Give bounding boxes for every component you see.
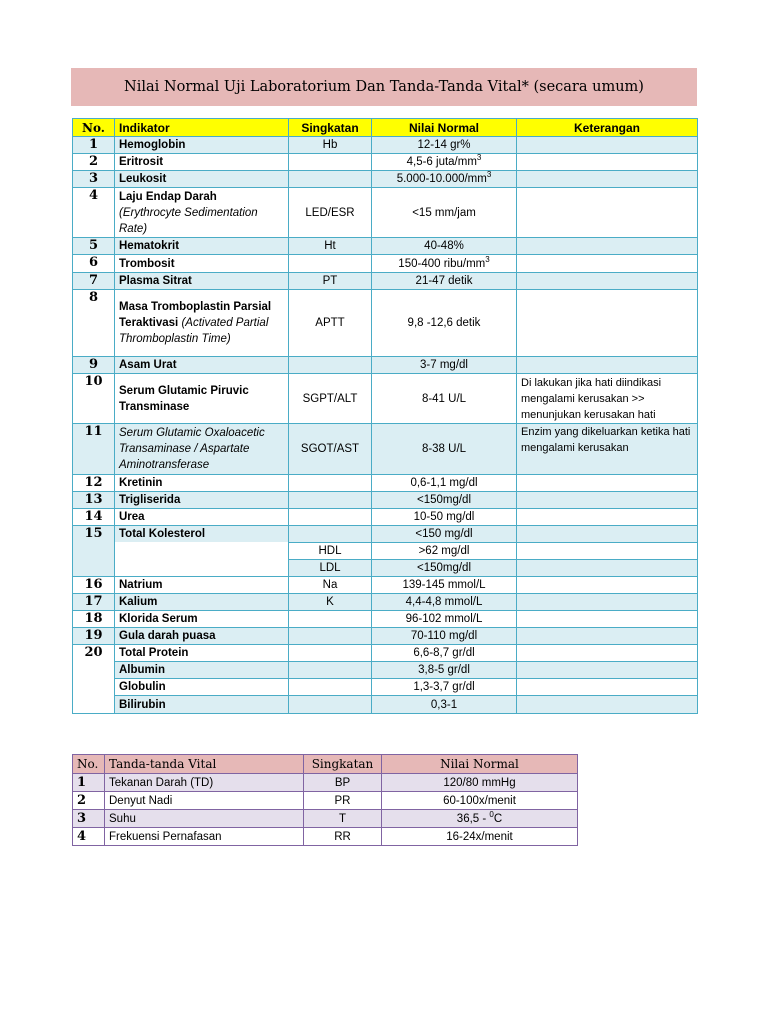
tanda-vital: Frekuensi Pernafasan bbox=[105, 828, 304, 846]
nilai-normal: 139-145 mmol/L bbox=[372, 577, 517, 594]
table-row bbox=[73, 662, 698, 679]
nilai-normal: 4,5-6 juta/$mm^3$ bbox=[372, 154, 517, 171]
singkatan: HDL bbox=[289, 543, 372, 560]
keterangan bbox=[517, 628, 698, 645]
keterangan bbox=[517, 255, 698, 273]
superscript: 3 bbox=[485, 254, 490, 264]
superscript: 3 bbox=[486, 170, 492, 180]
table-row bbox=[73, 611, 698, 628]
singkatan: Hb bbox=[289, 137, 372, 154]
table-row bbox=[73, 774, 578, 792]
nilai-normal: 96-102 mmol/L bbox=[372, 611, 517, 628]
indikator-latin: (Erythrocyte Sedimentation Rate) bbox=[119, 206, 258, 235]
singkatan: LDL bbox=[289, 560, 372, 577]
keterangan bbox=[517, 509, 698, 526]
keterangan bbox=[517, 560, 698, 577]
nilai-normal: 60-100x/menit bbox=[382, 792, 578, 810]
row-no: 3 bbox=[73, 810, 105, 828]
table-row bbox=[73, 475, 698, 492]
nilai-normal: 8-38 U/L bbox=[372, 424, 517, 475]
row-no: 6 bbox=[73, 255, 115, 273]
keterangan bbox=[517, 577, 698, 594]
singkatan: RR bbox=[304, 828, 382, 846]
nilai-normal: 6,6-8,7 gr/dl bbox=[372, 645, 517, 662]
indikator: Hemoglobin bbox=[115, 137, 289, 154]
indikator: Globulin bbox=[115, 679, 289, 696]
row-no: 19 bbox=[73, 628, 115, 645]
lab-table bbox=[72, 118, 698, 714]
nilai-normal: 120/80 mmHg bbox=[382, 774, 578, 792]
table-row bbox=[73, 492, 698, 509]
nilai-normal: 8-41 U/L bbox=[372, 374, 517, 424]
table-row bbox=[73, 810, 578, 828]
singkatan: T bbox=[304, 810, 382, 828]
row-no: 4 bbox=[73, 828, 105, 846]
row-no: 17 bbox=[73, 594, 115, 611]
indikator bbox=[115, 424, 289, 475]
table-row bbox=[73, 577, 698, 594]
nilai-normal: 0,3-1 bbox=[372, 696, 517, 714]
nilai-normal: 9,8 -12,6 detik bbox=[372, 290, 517, 357]
nilai-normal: 70-110 mg/dl bbox=[372, 628, 517, 645]
keterangan bbox=[517, 273, 698, 290]
row-no: 2 bbox=[73, 154, 115, 171]
table-row bbox=[73, 679, 698, 696]
row-no: 7 bbox=[73, 273, 115, 290]
header-keterangan: Keterangan bbox=[517, 119, 698, 137]
keterangan bbox=[517, 662, 698, 679]
table-row bbox=[73, 273, 698, 290]
keterangan bbox=[517, 475, 698, 492]
page-title: Nilai Normal Uji Laboratorium Dan Tanda-Tanda Vital* (secara umum) bbox=[71, 68, 697, 106]
indikator: Kretinin bbox=[115, 475, 289, 492]
table-row bbox=[73, 792, 578, 810]
nilai-normal: 0,6-1,1 mg/dl bbox=[372, 475, 517, 492]
indikator: Trombosit bbox=[115, 255, 289, 273]
singkatan: SGPT/ALT bbox=[289, 374, 372, 424]
header-tanda-vital: Tanda-tanda Vital bbox=[105, 755, 304, 774]
singkatan bbox=[289, 475, 372, 492]
row-no: 9 bbox=[73, 357, 115, 374]
nilai-normal: >62 mg/dl bbox=[372, 543, 517, 560]
singkatan bbox=[289, 679, 372, 696]
indikator: Trigliserida bbox=[115, 492, 289, 509]
nilai-normal: 36,5 - $^0$C bbox=[382, 810, 578, 828]
indikator: Kalium bbox=[115, 594, 289, 611]
keterangan bbox=[517, 137, 698, 154]
row-no: 10 bbox=[73, 374, 115, 424]
singkatan bbox=[289, 526, 372, 543]
header-singkatan: Singkatan bbox=[289, 119, 372, 137]
table-row bbox=[73, 526, 698, 543]
table-row bbox=[73, 645, 698, 662]
keterangan: Di lakukan jika hati diindikasi mengalami kerusakan >> menunjukan kerusakan hati bbox=[517, 374, 698, 424]
keterangan bbox=[517, 696, 698, 714]
nilai-normal: 4,4-4,8 mmol/L bbox=[372, 594, 517, 611]
header-nilai-normal: Nilai Normal bbox=[372, 119, 517, 137]
superscript: 0 bbox=[489, 809, 494, 819]
indikator: Klorida Serum bbox=[115, 611, 289, 628]
table-row bbox=[73, 171, 698, 188]
nilai-normal: <150mg/dl bbox=[372, 560, 517, 577]
indikator-latin: (Activated Partial Thromboplastin Time) bbox=[119, 317, 269, 345]
tanda-vital: Suhu bbox=[105, 810, 304, 828]
nilai-normal: 12-14 gr% bbox=[372, 137, 517, 154]
indikator-latin: Serum Glutamic Oxaloacetic Transaminase / Aspartate Aminotransferase bbox=[119, 427, 265, 471]
table-row bbox=[73, 137, 698, 154]
header-no: No. bbox=[73, 755, 105, 774]
header-indikator: Indikator bbox=[115, 119, 289, 137]
singkatan: PR bbox=[304, 792, 382, 810]
table-row bbox=[73, 828, 578, 846]
indikator: Serum Glutamic Piruvic Transminase bbox=[115, 374, 289, 424]
indikator: Albumin bbox=[115, 662, 289, 679]
table-row bbox=[73, 509, 698, 526]
singkatan: BP bbox=[304, 774, 382, 792]
nilai-normal: <15 mm/jam bbox=[372, 188, 517, 238]
row-no: 1 bbox=[73, 137, 115, 154]
table-row bbox=[73, 628, 698, 645]
singkatan bbox=[289, 492, 372, 509]
keterangan bbox=[517, 357, 698, 374]
keterangan bbox=[517, 238, 698, 255]
indikator: Bilirubin bbox=[115, 696, 289, 714]
table-row bbox=[73, 255, 698, 273]
indikator: Masa Tromboplastin Parsial Teraktivasi (Activated Partial Thromboplastin Time) bbox=[115, 290, 289, 357]
singkatan bbox=[289, 154, 372, 171]
tanda-vital: Tekanan Darah (TD) bbox=[105, 774, 304, 792]
nilai-normal: 40-48% bbox=[372, 238, 517, 255]
singkatan bbox=[289, 662, 372, 679]
singkatan: PT bbox=[289, 273, 372, 290]
singkatan bbox=[289, 611, 372, 628]
indikator: Natrium bbox=[115, 577, 289, 594]
nilai-normal: <150 mg/dl bbox=[372, 526, 517, 543]
singkatan: APTT bbox=[289, 290, 372, 357]
keterangan bbox=[517, 611, 698, 628]
row-no: 11 bbox=[73, 424, 115, 475]
row-no: 12 bbox=[73, 475, 115, 492]
table-row bbox=[73, 188, 698, 238]
table-row bbox=[73, 374, 698, 424]
indikator: Leukosit bbox=[115, 171, 289, 188]
row-no: 20 bbox=[73, 645, 115, 714]
keterangan bbox=[517, 645, 698, 662]
keterangan bbox=[517, 154, 698, 171]
row-no: 14 bbox=[73, 509, 115, 526]
keterangan bbox=[517, 594, 698, 611]
table-row bbox=[73, 357, 698, 374]
singkatan: Ht bbox=[289, 238, 372, 255]
table-row bbox=[73, 424, 698, 475]
singkatan bbox=[289, 696, 372, 714]
keterangan bbox=[517, 188, 698, 238]
table-row bbox=[73, 290, 698, 357]
singkatan bbox=[289, 628, 372, 645]
row-no: 18 bbox=[73, 611, 115, 628]
indikator: Total Protein bbox=[115, 645, 289, 662]
singkatan: SGOT/AST bbox=[289, 424, 372, 475]
row-no: 1 bbox=[73, 774, 105, 792]
singkatan bbox=[289, 255, 372, 273]
indikator: Laju Endap Darah (Erythrocyte Sedimentation Rate) bbox=[115, 188, 289, 238]
row-no: 3 bbox=[73, 171, 115, 188]
table-row bbox=[73, 154, 698, 171]
row-no: 15 bbox=[73, 526, 115, 577]
row-no: 13 bbox=[73, 492, 115, 509]
header-no: No. bbox=[73, 119, 115, 137]
keterangan bbox=[517, 679, 698, 696]
table-row bbox=[73, 696, 698, 714]
header-singkatan: Singkatan bbox=[304, 755, 382, 774]
keterangan bbox=[517, 543, 698, 560]
nilai-normal: 10-50 mg/dl bbox=[372, 509, 517, 526]
nilai-normal: 16-24x/menit bbox=[382, 828, 578, 846]
superscript: 3 bbox=[476, 153, 482, 163]
nilai-normal: <150mg/dl bbox=[372, 492, 517, 509]
row-no: 16 bbox=[73, 577, 115, 594]
table-row bbox=[73, 594, 698, 611]
tanda-vital: Denyut Nadi bbox=[105, 792, 304, 810]
keterangan bbox=[517, 526, 698, 543]
keterangan bbox=[517, 171, 698, 188]
indikator: Total Kolesterol bbox=[115, 526, 289, 577]
lab-header-row bbox=[73, 119, 698, 137]
keterangan bbox=[517, 492, 698, 509]
singkatan: Na bbox=[289, 577, 372, 594]
singkatan bbox=[289, 645, 372, 662]
nilai-normal: 3-7 mg/dl bbox=[372, 357, 517, 374]
row-no: 4 bbox=[73, 188, 115, 238]
keterangan bbox=[517, 290, 698, 357]
singkatan bbox=[289, 357, 372, 374]
singkatan bbox=[289, 509, 372, 526]
header-nilai-normal: Nilai Normal bbox=[382, 755, 578, 774]
nilai-normal: $5.000-10.000/mm^3$ bbox=[372, 171, 517, 188]
indikator: Asam Urat bbox=[115, 357, 289, 374]
nilai-normal: 21-47 detik bbox=[372, 273, 517, 290]
row-no: 8 bbox=[73, 290, 115, 357]
singkatan: K bbox=[289, 594, 372, 611]
indikator: Hematokrit bbox=[115, 238, 289, 255]
row-no: 2 bbox=[73, 792, 105, 810]
nilai-normal: 3,8-5 gr/dl bbox=[372, 662, 517, 679]
table-row bbox=[73, 238, 698, 255]
nilai-normal: 1,3-3,7 gr/dl bbox=[372, 679, 517, 696]
indikator: Gula darah puasa bbox=[115, 628, 289, 645]
vital-signs-table bbox=[72, 754, 578, 846]
row-no: 5 bbox=[73, 238, 115, 255]
singkatan bbox=[289, 171, 372, 188]
singkatan: LED/ESR bbox=[289, 188, 372, 238]
vital-header-row bbox=[73, 755, 578, 774]
indikator: Urea bbox=[115, 509, 289, 526]
nilai-normal: 150-400 ribu/$mm^3$ bbox=[372, 255, 517, 273]
indikator: Plasma Sitrat bbox=[115, 273, 289, 290]
indikator: Eritrosit bbox=[115, 154, 289, 171]
keterangan: Enzim yang dikeluarkan ketika hati mengalami kerusakan bbox=[517, 424, 698, 475]
